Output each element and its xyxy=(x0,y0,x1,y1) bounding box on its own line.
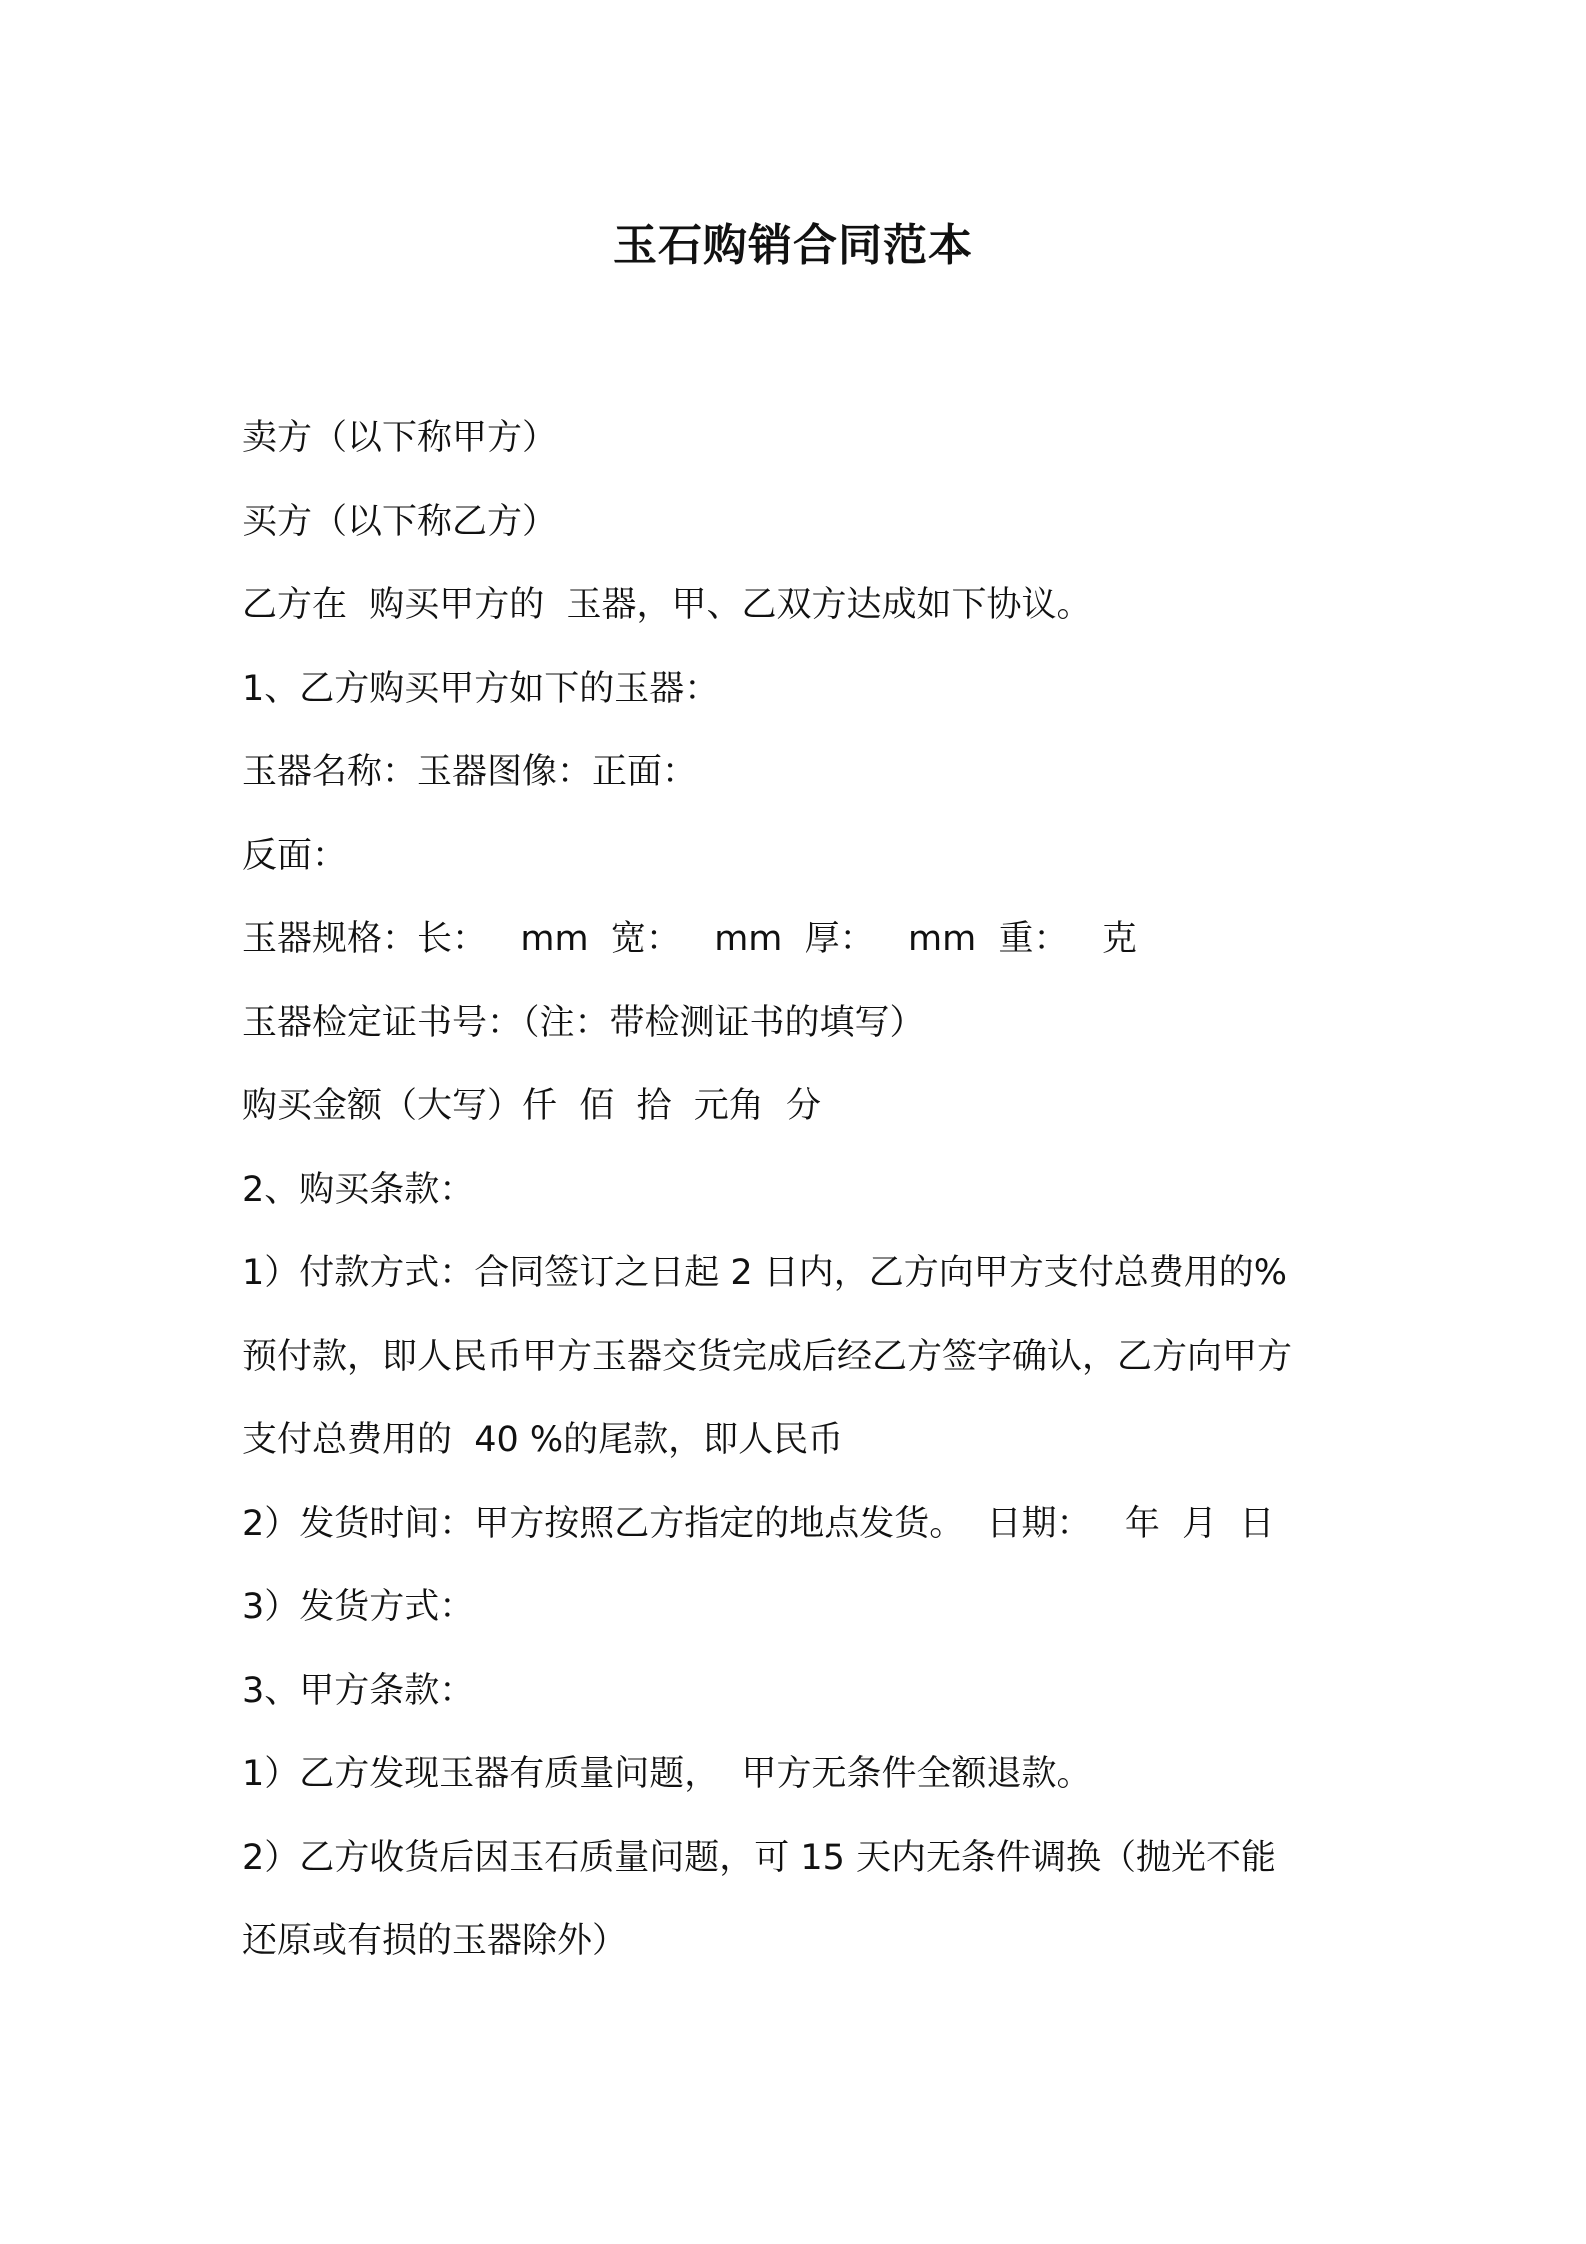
jade-spec-line: 玉器规格：长： mm 宽： mm 厚： mm 重： 克 xyxy=(242,919,1137,959)
jade-name-line: 玉器名称：玉器图像：正面： xyxy=(242,752,698,792)
buyer-line: 买方（以下称乙方） xyxy=(242,501,558,542)
certificate-line: 玉器检定证书号：（注：带检测证书的填写） xyxy=(242,1002,925,1043)
delivery-method-line: 3）发货方式： xyxy=(242,1587,475,1627)
exchange-clause-2: 还原或有损的玉器除外） xyxy=(242,1921,628,1961)
section-2-heading: 2、购买条款： xyxy=(242,1169,475,1210)
refund-clause: 1）乙方发现玉器有质量问题， 甲方无条件全额退款。 xyxy=(242,1754,1092,1794)
delivery-time-line: 2）发货时间：甲方按照乙方指定的地点发货。 日期： 年 月 日 xyxy=(242,1503,1275,1544)
payment-line-2: 预付款，即人民币甲方玉器交货完成后经乙方签字确认，乙方向甲方 xyxy=(242,1336,1293,1377)
jade-back-line: 反面： xyxy=(242,835,348,876)
amount-line: 购买金额（大写）仟 佰 拾 元角 分 xyxy=(242,1086,822,1126)
section-1-heading: 1、乙方购买甲方如下的玉器： xyxy=(242,668,720,709)
document-title: 玉石购销合同范本 xyxy=(613,220,973,271)
agreement-intro: 乙方在 购买甲方的 玉器，甲、乙双方达成如下协议。 xyxy=(242,585,1092,625)
payment-line-1: 1）付款方式：合同签订之日起 2 日内，乙方向甲方支付总费用的% xyxy=(242,1253,1288,1293)
seller-line: 卖方（以下称甲方） xyxy=(242,418,558,458)
payment-line-3: 支付总费用的 40 %的尾款，即人民币 xyxy=(242,1420,844,1460)
exchange-clause-1: 2）乙方收货后因玉石质量问题，可 15 天内无条件调换（抛光不能 xyxy=(242,1837,1277,1878)
section-3-heading: 3、甲方条款： xyxy=(242,1670,475,1711)
contract-body xyxy=(242,404,1362,1991)
